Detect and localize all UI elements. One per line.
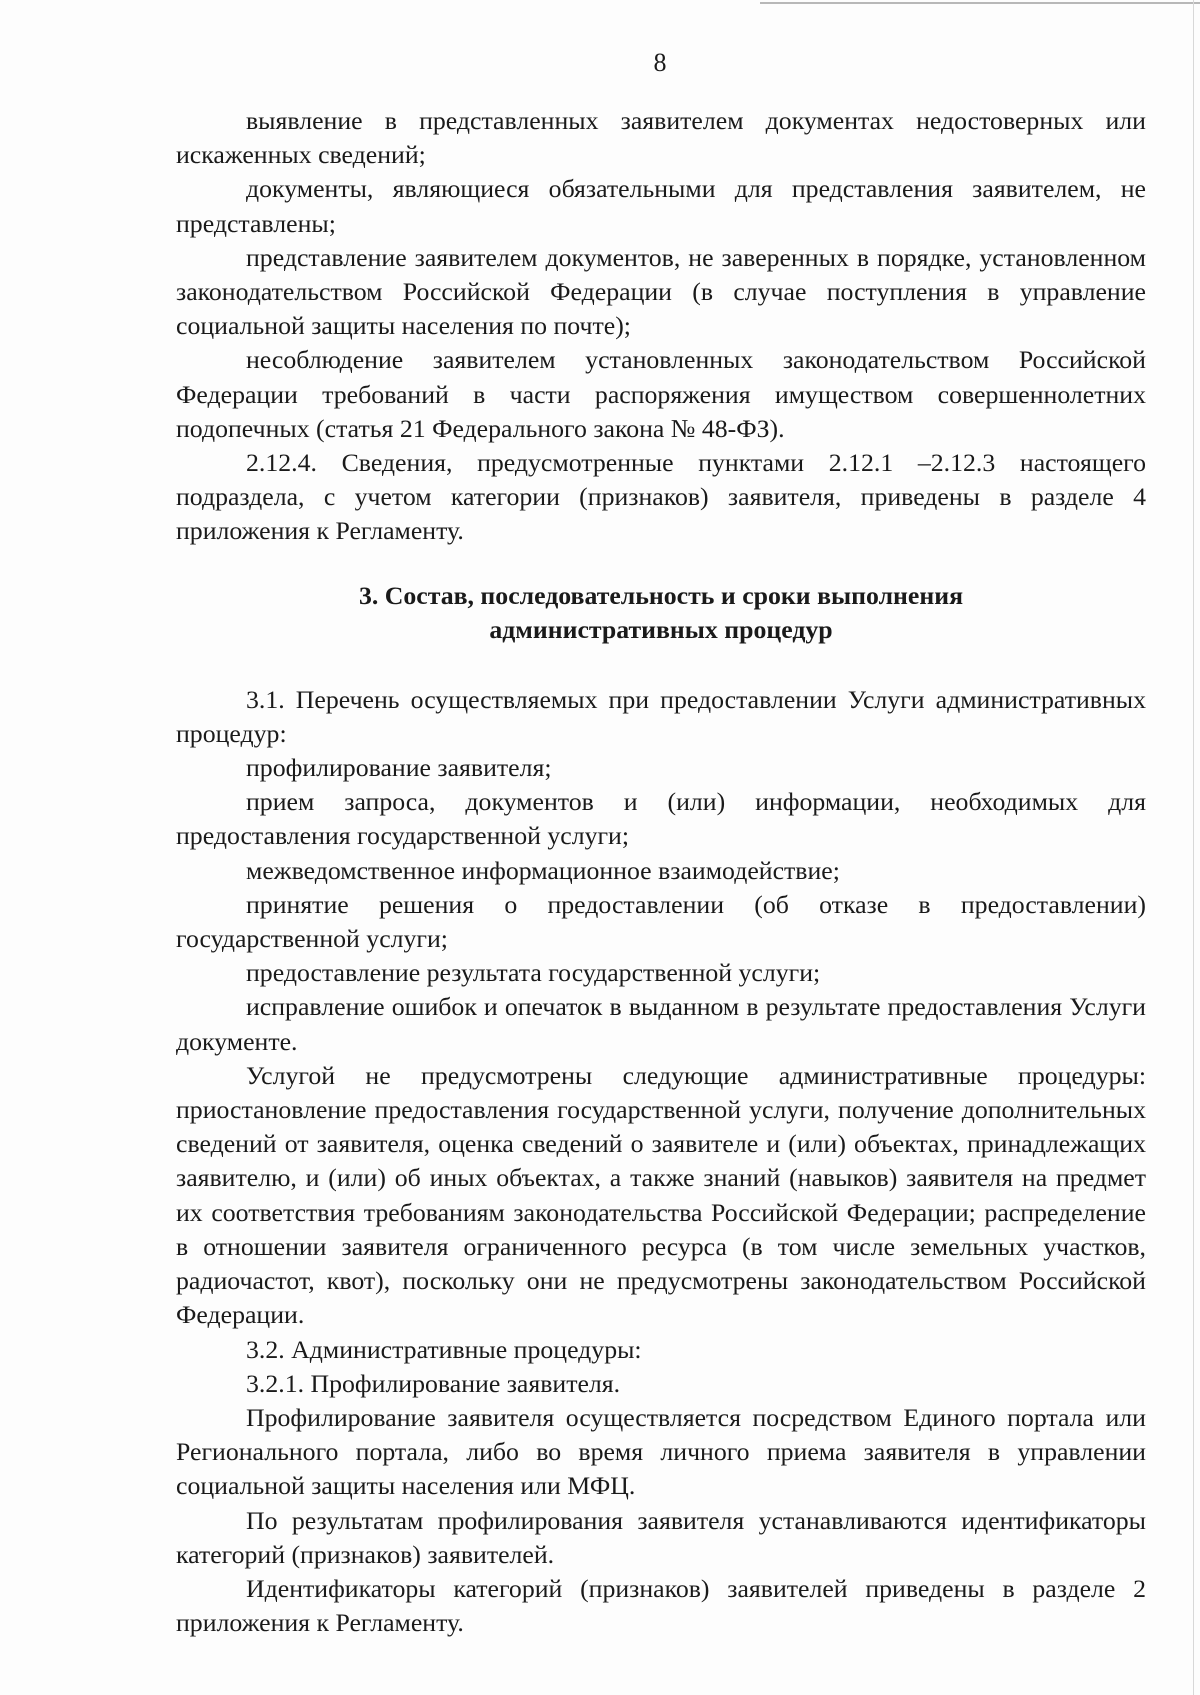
scan-edge-line [1193,0,1194,1695]
paragraph: 3.2. Административные процедуры: [246,1334,642,1364]
paragraph: 3.1. Перечень осуществляемых при предоставлении Услуги административных процедур: [176,684,1146,748]
paragraph: документы, являющиеся обязательными для представления заявителем, не представлены; [176,174,1146,238]
section-heading-line: 3. Состав, последовательность и сроки выполнения [358,580,964,610]
list-item: принятие решения о предоставлении (об отказе в предоставлении) государственной услуги; [176,889,1146,954]
paragraph: Идентификаторы категорий (признаков) заявителей приведены в разделе 2 приложения к Регламенту. [176,1573,1146,1638]
list-item: предоставление результата государственной услуги; [246,958,821,988]
document-body [176,104,1146,1640]
paragraph: Профилирование заявителя осуществляется посредством Единого портала или Регионального портала, либо во время личного приема заявителя в управлении социальной защиты населения или МФЦ. [176,1402,1146,1501]
paragraph: 2.12.4. Сведения, предусмотренные пунктами 2.12.1 –2.12.3 настоящего подраздела, с учетом категории (признаков) заявителя, приведены в разделе 4 приложения к Регламенту. [176,448,1146,546]
scan-edge-line [760,2,1200,4]
section-heading-line: административных процедур [489,614,833,644]
paragraph: выявление в представленных заявителем документах недостоверных или искаженных сведений; [176,106,1146,170]
list-item: прием запроса, документов и (или) информации, необходимых для предоставления государственной услуги; [176,787,1146,851]
paragraph: По результатам профилирования заявителя устанавливаются идентификаторы категорий (признаков) заявителей. [176,1505,1146,1569]
paragraph: несоблюдение заявителем установленных законодательством Российской Федерации требований в части распоряжения имуществом совершеннолетних подопечных (статья 21 Федерального закона № 48-ФЗ). [176,345,1146,443]
paragraph: Услугой не предусмотрены следующие административные процедуры: приостановление предоставления государственной услуги, получение дополнительных сведений от заявителя, оценка сведений о заявителе и (или) объектах, принадлежащих заявителю, и (или) об иных объектах, а также знаний (навыков) заявителя на предмет их соответствия требованиям законодательства Российской Федерации; распределение в отношении заявителя ограниченного ресурса (в том числе земельных участков, радиочастот, квот), поскольку они не предусмотрены законодательством Российской Федерации. [176,1060,1146,1330]
list-item: исправление ошибок и опечаток в выданном в результате предоставления Услуги документе. [176,992,1146,1056]
page-number: 8 [653,48,667,77]
paragraph: 3.2.1. Профилирование заявителя. [246,1368,621,1398]
list-item: профилирование заявителя; [246,753,552,783]
paragraph: представление заявителем документов, не заверенных в порядке, установленном законодательством Российской Федерации (в случае поступления в управление социальной защиты населения по почте); [176,242,1146,341]
list-item: межведомственное информационное взаимодействие; [246,855,840,885]
section-heading [176,579,1146,647]
